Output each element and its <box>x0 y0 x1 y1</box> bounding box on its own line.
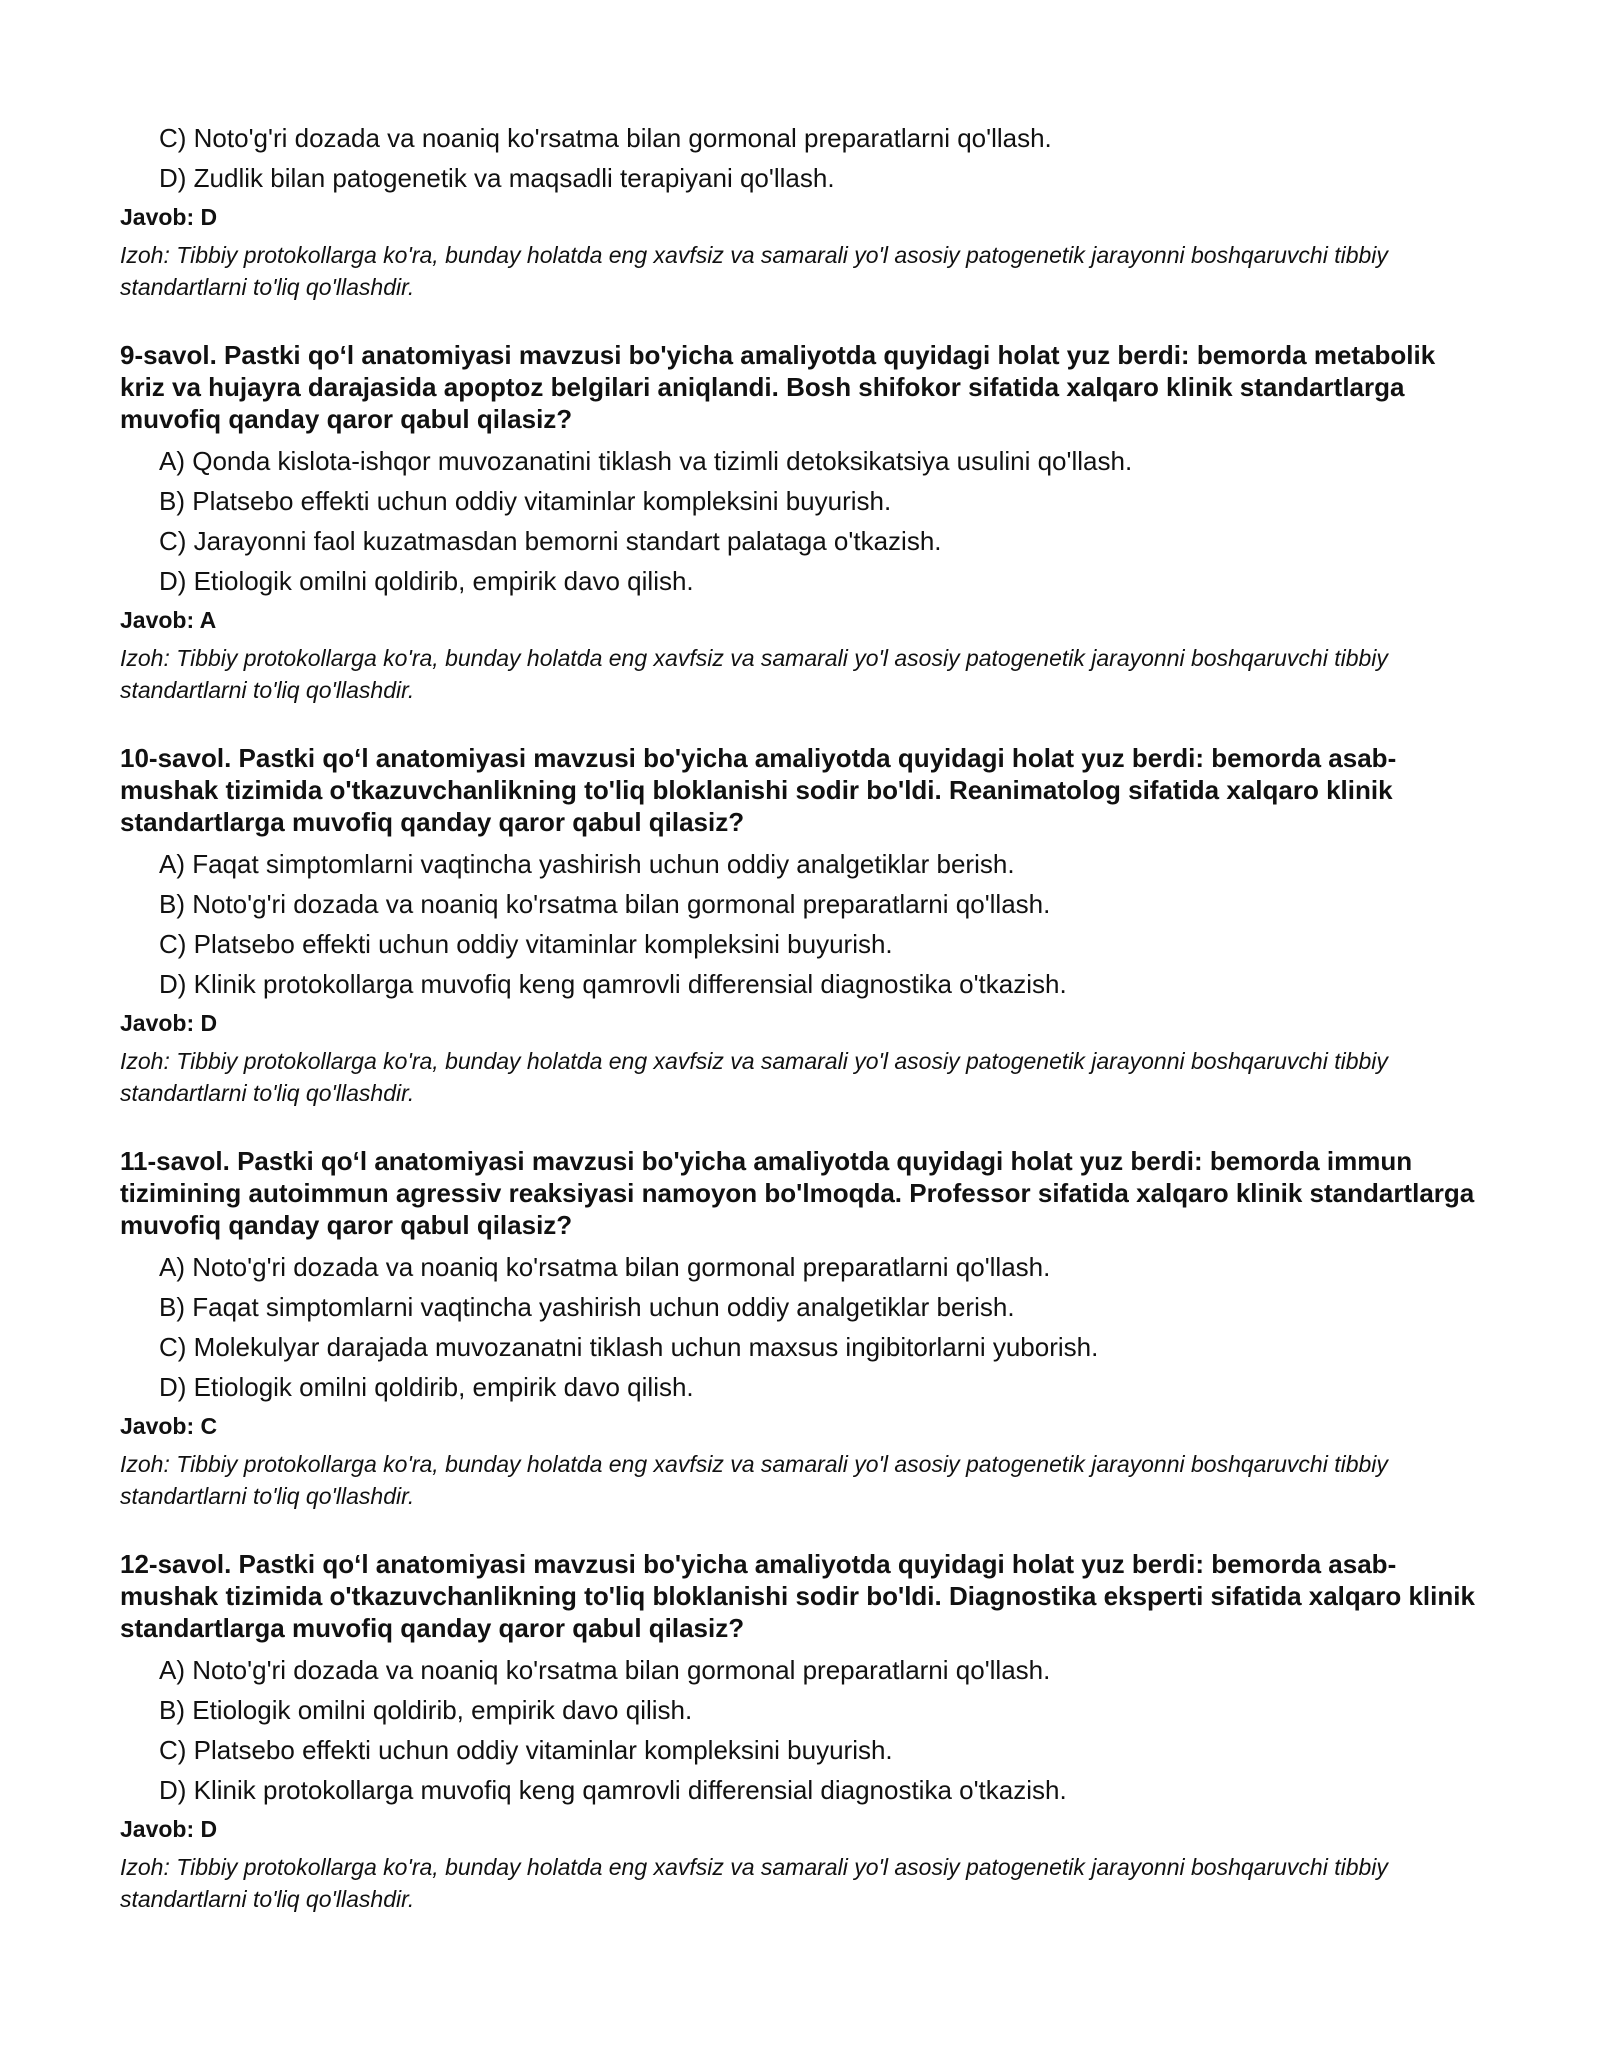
option-a: A) Noto'g'ri dozada va noaniq ko'rsatma bilan gormonal preparatlarni qo'llash. <box>159 1252 1051 1282</box>
option-d: D) Zudlik bilan patogenetik va maqsadli terapiyani qo'llash. <box>159 163 835 193</box>
option-b: B) Platsebo effekti uchun oddiy vitaminlar kompleksini buyurish. <box>159 486 892 516</box>
option-d: D) Etiologik omilni qoldirib, empirik davo qilish. <box>159 566 694 596</box>
option-a: A) Noto'g'ri dozada va noaniq ko'rsatma bilan gormonal preparatlarni qo'llash. <box>159 1655 1051 1685</box>
answer-label: Javob: D <box>120 1816 218 1842</box>
option-d: D) Klinik protokollarga muvofiq keng qamrovli differensial diagnostika o'tkazish. <box>159 1775 1067 1805</box>
option-c: C) Jarayonni faol kuzatmasdan bemorni standart palataga o'tkazish. <box>159 526 942 556</box>
answer-label: Javob: D <box>120 1010 218 1036</box>
option-c: C) Platsebo effekti uchun oddiy vitaminlar kompleksini buyurish. <box>159 929 893 959</box>
answer-label: Javob: C <box>120 1413 218 1439</box>
option-c: C) Platsebo effekti uchun oddiy vitaminlar kompleksini buyurish. <box>159 1735 893 1765</box>
document-page <box>120 118 1480 1915</box>
question-text: 12-savol. Pastki qo‘l anatomiyasi mavzusi bo'yicha amaliyotda quyidagi holat yuz berdi: bemorda asab-mushak tizimida o'tkazuvchanlikning to'liq bloklanishi sodir bo'ldi. Diagnostika eksperti sifatida xalqaro klinik standartlarga muvofiq qanday qaror qabul qilasiz? <box>120 1549 1475 1643</box>
option-d: D) Etiologik omilni qoldirib, empirik davo qilish. <box>159 1372 694 1402</box>
explanation-note: Izoh: Tibbiy protokollarga ko'ra, bunday holatda eng xavfsiz va samarali yo'l asosiy patogenetik jarayonni boshqaruvchi tibbiy standartlarni to'liq qo'llashdir. <box>120 1451 1388 1509</box>
question-text: 10-savol. Pastki qo‘l anatomiyasi mavzusi bo'yicha amaliyotda quyidagi holat yuz berdi: bemorda asab-mushak tizimida o'tkazuvchanlikning to'liq bloklanishi sodir bo'ldi. Reanimatolog sifatida xalqaro klinik standartlarga muvofiq qanday qaror qabul qilasiz? <box>120 743 1397 837</box>
option-b: B) Etiologik omilni qoldirib, empirik davo qilish. <box>159 1695 693 1725</box>
option-d: D) Klinik protokollarga muvofiq keng qamrovli differensial diagnostika o'tkazish. <box>159 969 1067 999</box>
explanation-note: Izoh: Tibbiy protokollarga ko'ra, bunday holatda eng xavfsiz va samarali yo'l asosiy patogenetik jarayonni boshqaruvchi tibbiy standartlarni to'liq qo'llashdir. <box>120 242 1388 300</box>
answer-label: Javob: D <box>120 204 218 230</box>
explanation-note: Izoh: Tibbiy protokollarga ko'ra, bunday holatda eng xavfsiz va samarali yo'l asosiy patogenetik jarayonni boshqaruvchi tibbiy standartlarni to'liq qo'llashdir. <box>120 1048 1388 1106</box>
option-b: B) Noto'g'ri dozada va noaniq ko'rsatma bilan gormonal preparatlarni qo'llash. <box>159 889 1051 919</box>
explanation-note: Izoh: Tibbiy protokollarga ko'ra, bunday holatda eng xavfsiz va samarali yo'l asosiy patogenetik jarayonni boshqaruvchi tibbiy standartlarni to'liq qo'llashdir. <box>120 645 1388 703</box>
question-12 <box>120 1548 1480 1915</box>
explanation-note: Izoh: Tibbiy protokollarga ko'ra, bunday holatda eng xavfsiz va samarali yo'l asosiy patogenetik jarayonni boshqaruvchi tibbiy standartlarni to'liq qo'llashdir. <box>120 1854 1388 1912</box>
option-b: B) Faqat simptomlarni vaqtincha yashirish uchun oddiy analgetiklar berish. <box>159 1292 1015 1322</box>
option-a: A) Faqat simptomlarni vaqtincha yashirish uchun oddiy analgetiklar berish. <box>159 849 1015 879</box>
question-10 <box>120 742 1480 1109</box>
question-continuation <box>120 118 1480 303</box>
answer-label: Javob: A <box>120 607 217 633</box>
question-11 <box>120 1145 1480 1512</box>
option-c: C) Molekulyar darajada muvozanatni tiklash uchun maxsus ingibitorlarni yuborish. <box>159 1332 1099 1362</box>
question-9 <box>120 339 1480 706</box>
option-a: A) Qonda kislota-ishqor muvozanatini tiklash va tizimli detoksikatsiya usulini qo'llash. <box>159 446 1133 476</box>
option-c: C) Noto'g'ri dozada va noaniq ko'rsatma bilan gormonal preparatlarni qo'llash. <box>159 123 1052 153</box>
question-text: 11-savol. Pastki qo‘l anatomiyasi mavzusi bo'yicha amaliyotda quyidagi holat yuz berdi: bemorda immun tizimining autoimmun agressiv reaksiyasi namoyon bo'lmoqda. Professor sifatida xalqaro klinik standartlarga muvofiq qanday qaror qabul qilasiz? <box>120 1146 1475 1240</box>
question-text: 9-savol. Pastki qo‘l anatomiyasi mavzusi bo'yicha amaliyotda quyidagi holat yuz berdi: bemorda metabolik kriz va hujayra darajasida apoptoz belgilari aniqlandi. Bosh shifokor sifatida xalqaro klinik standartlarga muvofiq qanday qaror qabul qilasiz? <box>120 340 1436 434</box>
